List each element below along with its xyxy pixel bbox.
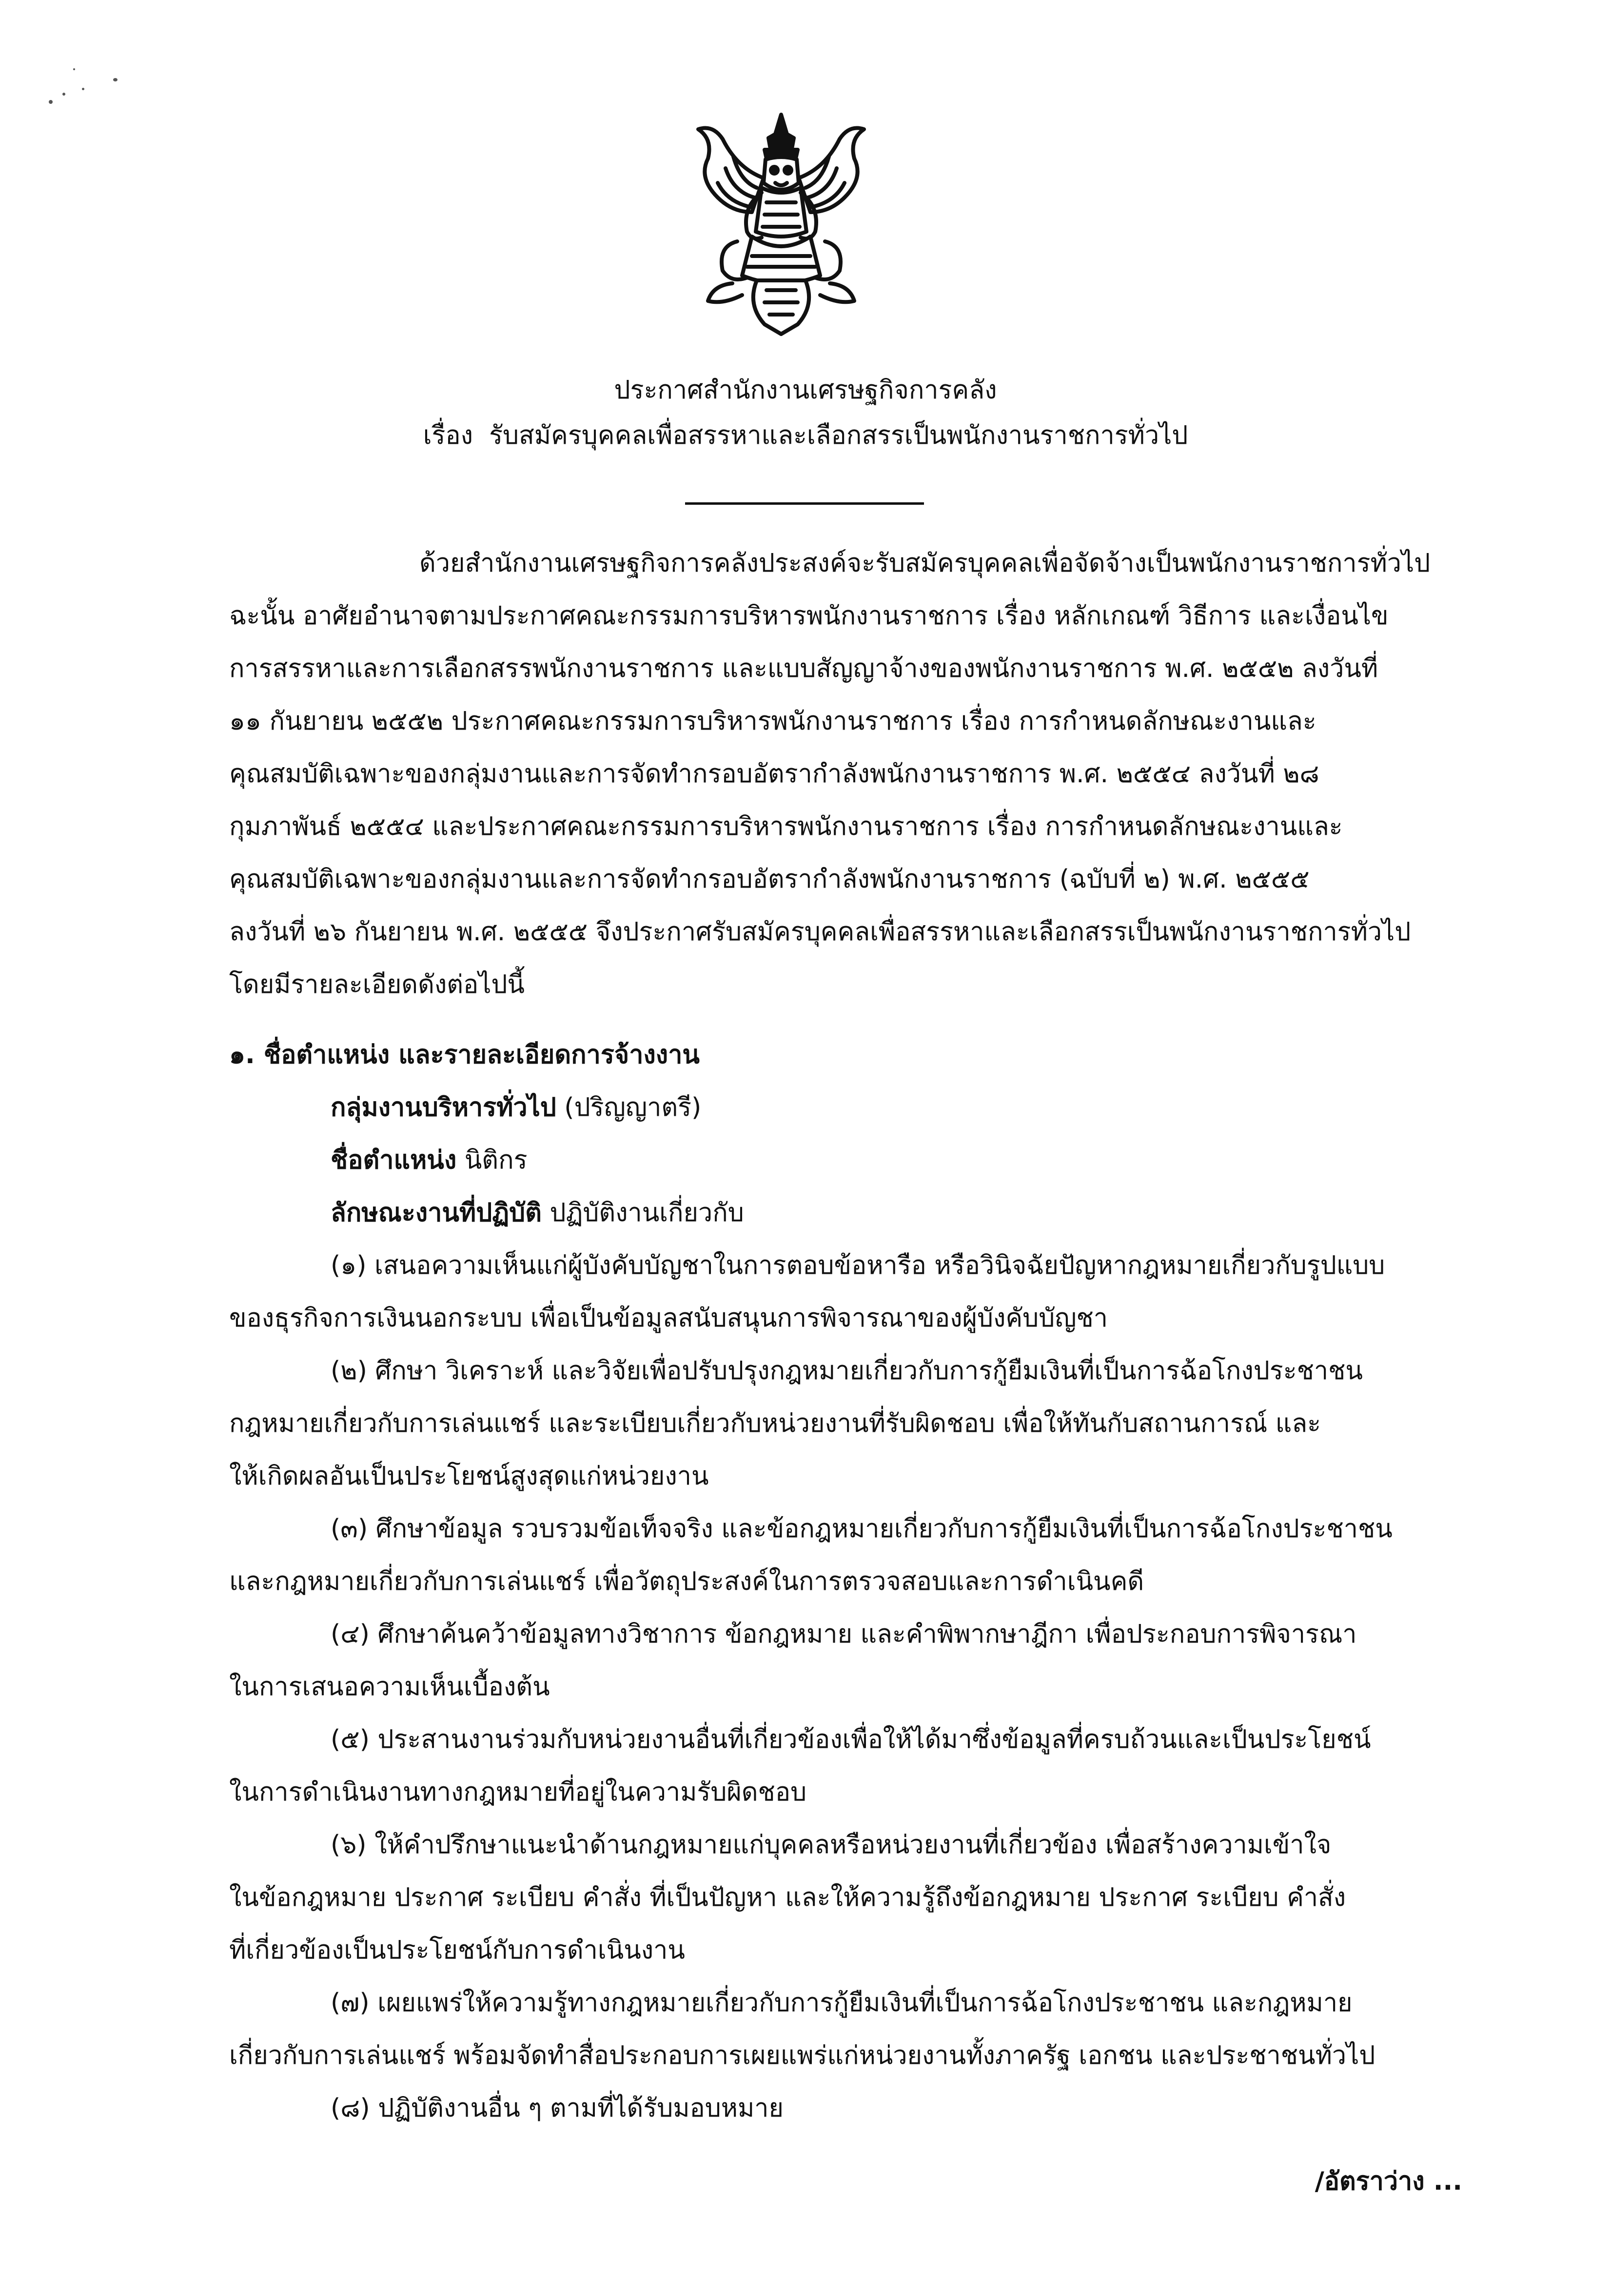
scan-speck: [82, 88, 84, 90]
scan-speck: [49, 100, 53, 104]
duty-item: ในการเสนอความเห็นเบื้องต้น: [229, 1672, 550, 1702]
duty-item: กฎหมายเกี่ยวกับการเล่นแชร์ และระเบียบเกี่ยวกับหน่วยงานที่รับผิดชอบ เพื่อให้ทันกับสถานการณ์ และ: [229, 1409, 1321, 1438]
group-line: [331, 1090, 701, 1125]
duty-item: (๒) ศึกษา วิเคราะห์ และวิจัยเพื่อปรับปรุงกฎหมายเกี่ยวกับการกู้ยืมเงินที่เป็นการฉ้อโกงประชาชน: [331, 1356, 1363, 1386]
document-subject: [0, 418, 1611, 453]
intro-line: คุณสมบัติเฉพาะของกลุ่มงานและการจัดทำกรอบอัตรากำลังพนักงานราชการ (ฉบับที่ ๒) พ.ศ. ๒๕๕๕: [229, 865, 1310, 894]
scan-speck: [113, 78, 118, 81]
duty-item: (๘) ปฏิบัติงานอื่น ๆ ตามที่ได้รับมอบหมาย: [331, 2094, 784, 2123]
duty-item: เกี่ยวกับการเล่นแชร์ พร้อมจัดทำสื่อประกอบการเผยแพร่แก่หน่วยงานทั้งภาครัฐ เอกชน และประชาชนทั่วไป: [229, 2041, 1375, 2070]
duty-item: และกฎหมายเกี่ยวกับการเล่นแชร์ เพื่อวัตถุประสงค์ในการตรวจสอบและการดำเนินคดี: [229, 1567, 1144, 1596]
intro-line: กุมภาพันธ์ ๒๕๕๔ และประกาศคณะกรรมการบริหารพนักงานราชการ เรื่อง การกำหนดลักษณะงานและ: [229, 812, 1343, 841]
duty-item: (๗) เผยแพร่ให้ความรู้ทางกฎหมายเกี่ยวกับการกู้ยืมเงินที่เป็นการฉ้อโกงประชาชน และกฎหมาย: [331, 1988, 1353, 2018]
intro-line: ๑๑ กันยายน ๒๕๕๒ ประกาศคณะกรรมการบริหารพนักงานราชการ เรื่อง การกำหนดลักษณะงานและ: [229, 707, 1316, 736]
duty-value: ปฏิบัติงานเกี่ยวกับ: [541, 1198, 744, 1227]
duty-item: ที่เกี่ยวข้องเป็นประโยชน์กับการดำเนินงาน: [229, 1936, 685, 1965]
duty-item: ในข้อกฎหมาย ประกาศ ระเบียบ คำสั่ง ที่เป็นปัญหา และให้ความรู้ถึงข้อกฎหมาย ประกาศ ระเบียบ คำสั่ง: [229, 1883, 1346, 1912]
scan-speck: [62, 93, 65, 96]
duty-item: ในการดำเนินงานทางกฎหมายที่อยู่ในความรับผิดชอบ: [229, 1778, 807, 1807]
duty-item: ของธุรกิจการเงินนอกระบบ เพื่อเป็นข้อมูลสนับสนุนการพิจารณาของผู้บังคับบัญชา: [229, 1304, 1108, 1333]
duty-item: (๕) ประสานงานร่วมกับหน่วยงานอื่นที่เกี่ยวข้องเพื่อให้ได้มาซึ่งข้อมูลที่ครบถ้วนและเป็นประโยชน์: [331, 1725, 1371, 1754]
duty-item: (๓) ศึกษาข้อมูล รวบรวมข้อเท็จจริง และข้อกฎหมายเกี่ยวกับการกู้ยืมเงินที่เป็นการฉ้อโกงประชาชน: [331, 1514, 1393, 1544]
intro-line: โดยมีรายละเอียดดังต่อไปนี้: [229, 970, 525, 999]
group-value: (ปริญญาตรี): [556, 1093, 702, 1122]
section-heading: ๑. ชื่อตำแหน่ง และรายละเอียดการจ้างงาน: [229, 1040, 700, 1069]
position-line: [331, 1143, 528, 1177]
duty-item: (๔) ศึกษาค้นคว้าข้อมูลทางวิชาการ ข้อกฎหมาย และคำพิพากษาฎีกา เพื่อประกอบการพิจารณา: [331, 1620, 1357, 1649]
garuda-emblem-icon: [679, 110, 884, 338]
title-divider: [685, 502, 924, 505]
intro-line: คุณสมบัติเฉพาะของกลุ่มงานและการจัดทำกรอบอัตรากำลังพนักงานราชการ พ.ศ. ๒๕๕๔ ลงวันที่ ๒๘: [229, 759, 1319, 789]
subject-text: รับสมัครบุคคลเพื่อสรรหาและเลือกสรรเป็นพนักงานราชการทั่วไป: [489, 421, 1188, 450]
intro-line: การสรรหาและการเลือกสรรพนักงานราชการ และแบบสัญญาจ้างของพนักงานราชการ พ.ศ. ๒๕๕๒ ลงวันที่: [229, 654, 1378, 683]
subject-label: เรื่อง: [423, 421, 473, 450]
position-value: นิติกร: [456, 1146, 528, 1175]
duty-item: (๑) เสนอความเห็นแก่ผู้บังคับบัญชาในการตอบข้อหารือ หรือวินิจฉัยปัญหากฎหมายเกี่ยวกับรูปแบบ: [331, 1251, 1385, 1280]
duty-line: [331, 1196, 744, 1230]
duty-label: ลักษณะงานที่ปฏิบัติ: [331, 1198, 542, 1227]
intro-line: ลงวันที่ ๒๖ กันยายน พ.ศ. ๒๕๕๕ จึงประกาศรับสมัครบุคคลเพื่อสรรหาและเลือกสรรเป็นพนักงานราชการทั่วไป: [229, 917, 1411, 947]
intro-line: ฉะนั้น อาศัยอำนาจตามประกาศคณะกรรมการบริหารพนักงานราชการ เรื่อง หลักเกณฑ์ วิธีการ และเงื่อนไข: [229, 601, 1389, 631]
group-label: กลุ่มงานบริหารทั่วไป: [331, 1093, 556, 1122]
duty-item: (๖) ให้คำปรึกษาแนะนำด้านกฎหมายแก่บุคคลหรือหน่วยงานที่เกี่ยวข้อง เพื่อสร้างความเข้าใจ: [331, 1830, 1332, 1860]
continuation-marker: /อัตราว่าง ...: [1315, 2167, 1462, 2196]
document-title: ประกาศสำนักงานเศรษฐกิจการคลัง: [614, 376, 997, 405]
intro-line: ด้วยสำนักงานเศรษฐกิจการคลังประสงค์จะรับสมัครบุคคลเพื่อจัดจ้างเป็นพนักงานราชการทั่วไป: [419, 549, 1431, 578]
duty-item: ให้เกิดผลอันเป็นประโยชน์สูงสุดแก่หน่วยงาน: [229, 1462, 709, 1491]
scan-speck: [73, 68, 75, 70]
position-label: ชื่อตำแหน่ง: [331, 1146, 457, 1175]
